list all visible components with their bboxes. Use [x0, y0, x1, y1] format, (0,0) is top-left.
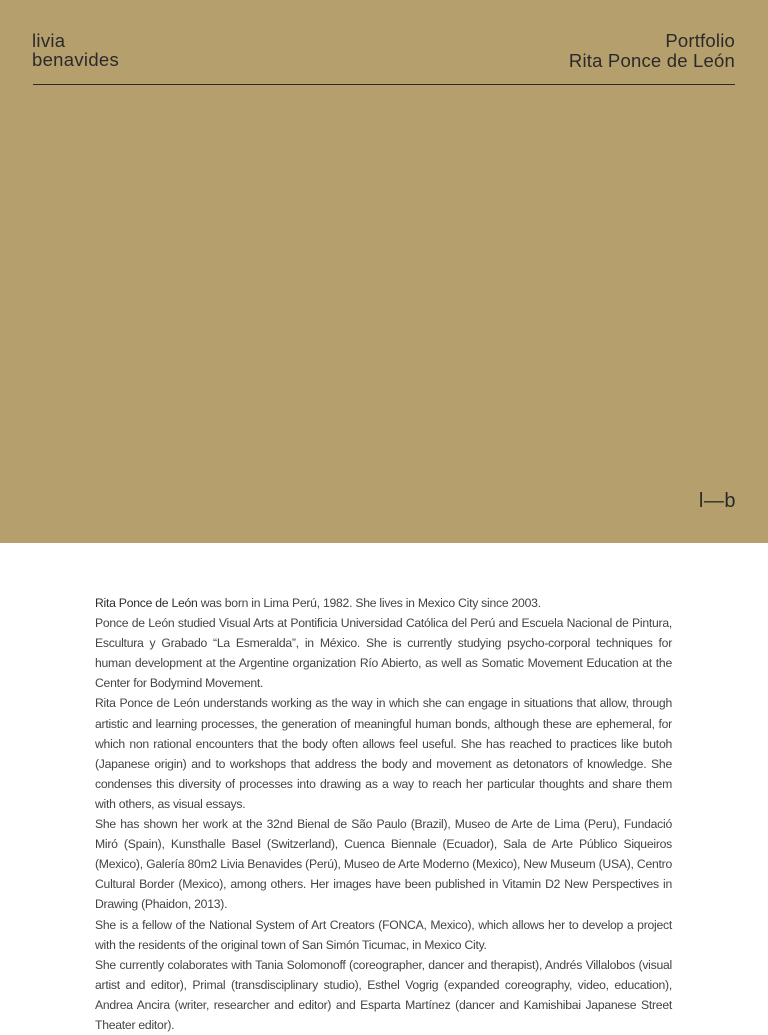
bio-paragraph-practice: Rita Ponce de León understands working as the way in which she can engage in situations that allow, through artistic and learning processes, the generation of meaningful human bonds, although these are ephemeral, for which non rational encounters that the body often allows feel useful. She has reached to practices like butoh (Japanese origin) and to workshops that address the body and movement as detonators of knowledge. She condenses this diversity of processes into drawing as a way to reach her particular thoughts and share them with others, as visual essays. [95, 696, 672, 811]
gallery-logo [32, 31, 119, 69]
brand-line-1: livia [32, 30, 66, 51]
bio-paragraph-exhibitions: She has shown her work at the 32nd Bienal de São Paulo (Brazil), Museo de Arte de Lima (Peru), Fundació Miró (Spain), Kunsthalle Basel (Switzerland), Cuenca Biennale (Ecuador), Sala de Arte Público Siqueiros (Mexico), Galería 80m2 Livia Benavides (Perú), Museo de Arte Moderno (Mexico), New Museum (USA), Centro Cultural Border (Mexico), among others. Her images have been published in Vitamin D2 New Perspectives in Drawing (Phaidon, 2013). [95, 817, 672, 912]
biography-text [95, 593, 672, 1035]
document-heading [569, 31, 735, 70]
brand-line-2: benavides [32, 49, 120, 70]
bio-intro-text: was born in Lima Perú, 1982. She lives in Mexico City since 2003. [197, 596, 541, 610]
bio-intro [95, 593, 672, 613]
header-divider [33, 84, 735, 85]
document-type: Portfolio [665, 30, 735, 51]
bio-paragraph-fellowship: She is a fellow of the National System of Art Creators (FONCA, Mexico), which allows her to develop a project with the residents of the original town of San Simón Ticumac, in Mexico City. [95, 917, 672, 952]
bio-paragraph-education: Ponce de León studied Visual Arts at Pontificia Universidad Católica del Perú and Escuela Nacional de Pintura, Escultura y Grabado “La Esmeralda”, in México. She is currently studying psycho-corporal techniques for human development at the Argentine organization Río Abierto, as well as Somatic Movement Education at the Center for Bodymind Movement. [95, 616, 672, 691]
bio-paragraph-collaborations: She currently colaborates with Tania Solomonoff (coreographer, dancer and therapist), Andrés Villalobos (visual artist and editor), Primal (transdisciplinary studio), Esthel Vogrig (expanded coreography, video, education), Andrea Ancira (writer, researcher and editor) and Esparta Martínez (dancer and Kamishibai Japanese Street Theater editor). [95, 957, 672, 1032]
bio-artist-name: Rita Ponce de León [95, 596, 198, 610]
monogram-mark: l—b [698, 490, 736, 512]
artist-name: Rita Ponce de León [568, 49, 735, 71]
